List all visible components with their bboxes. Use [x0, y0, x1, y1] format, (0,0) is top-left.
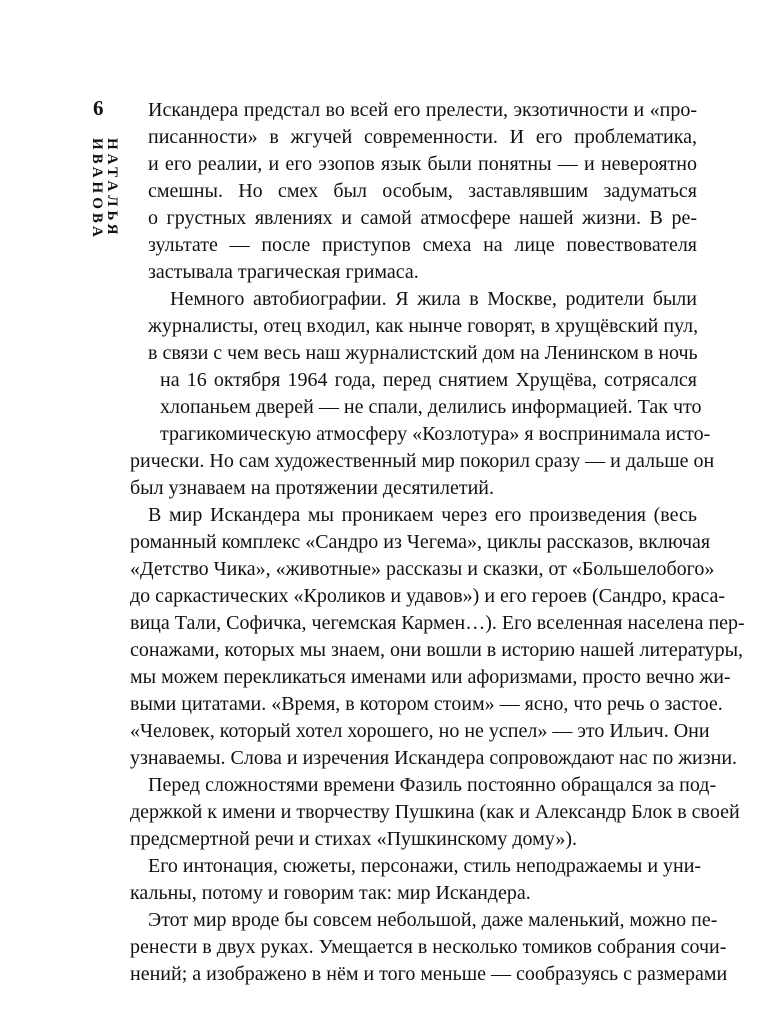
- text-line: Немного автобиографии. Я жила в Москве, родители были: [170, 288, 697, 310]
- text-line: Его интонация, сюжеты, персонажи, стиль неподражаемы и уни-: [148, 855, 702, 877]
- text-line: был узнаваем на протяжении десятилетий.: [130, 477, 494, 499]
- text-line: в связи с чем весь наш журналистский дом на Ленинском в ночь: [148, 342, 698, 364]
- text-line: мы можем перекликаться именами или афоризмами, просто вечно жи-: [130, 666, 731, 688]
- text-line: Этот мир вроде бы совсем небольшой, даже маленький, можно пе-: [148, 909, 718, 931]
- text-line: нений; а изображено в нём и того меньше — сообразуясь с размерами: [130, 963, 728, 985]
- text-line: о грустных явлениях и самой атмосфере нашей жизни. В ре-: [148, 207, 697, 229]
- text-line: смешны. Но смех был особым, заставлявшим задуматься: [148, 180, 697, 202]
- text-line: предсмертной речи и стихах «Пушкинскому дому»).: [130, 828, 577, 850]
- text-line: кальны, потому и говорим так: мир Искандера.: [130, 882, 531, 904]
- text-line: сонажами, которых мы знаем, они вошли в историю нашей литературы,: [130, 639, 744, 661]
- text-line: хлопаньем дверей — не спали, делились информацией. Так что: [160, 396, 702, 418]
- text-line: ренести в двух руках. Умещается в несколько томиков собрания сочи-: [130, 936, 727, 958]
- text-line: вица Тали, Софичка, чегемская Кармен…). Его вселенная населена пер-: [130, 612, 745, 634]
- text-line: писанности» в жгучей современности. И его проблематика,: [148, 126, 697, 148]
- text-line: держкой к имени и творчеству Пушкина (как и Александр Блок в своей: [130, 801, 740, 823]
- text-line: зультате — после приступов смеха на лице повествователя: [148, 234, 697, 256]
- text-line: застывала трагическая гримаса.: [148, 261, 419, 283]
- text-line: «Человек, который хотел хорошего, но не успел» — это Ильич. Они: [130, 720, 710, 742]
- text-line: трагикомическую атмосферу «Козлотура» я воспринимала исто-: [160, 423, 711, 445]
- text-line: на 16 октября 1964 года, перед снятием Хрущёва, сотрясался: [160, 369, 697, 391]
- page-number: 6: [93, 96, 104, 120]
- running-head-author: НАТАЛЬЯ ИВАНОВА: [89, 138, 120, 241]
- text-line: до саркастических «Кроликов и удавов») и его героев (Сандро, краса-: [130, 585, 725, 607]
- text-line: Искандера предстал во всей его прелести, экзотичности и «про-: [148, 99, 697, 121]
- text-line: выми цитатами. «Время, в котором стоим» — ясно, что речь о застое.: [130, 693, 723, 715]
- text-line: узнаваемы. Слова и изречения Искандера сопровождают нас по жизни.: [130, 747, 738, 769]
- text-line: и его реалии, и его эзопов язык были понятны — и невероятно: [148, 153, 697, 175]
- text-line: «Детство Чика», «животные» рассказы и сказки, от «Большелобого»: [130, 558, 715, 580]
- text-line: В мир Искандера мы проникаем через его произведения (весь: [148, 504, 697, 526]
- text-line: Перед сложностями времени Фазиль постоянно обращался за под-: [148, 774, 717, 796]
- text-line: романный комплекс «Сандро из Чегема», циклы рассказов, включая: [130, 531, 711, 553]
- text-line: журналисты, отец входил, как нынче говорят, в хрущёвский пул,: [148, 315, 699, 337]
- text-line: рически. Но сам художественный мир покорил сразу — и дальше он: [130, 450, 715, 472]
